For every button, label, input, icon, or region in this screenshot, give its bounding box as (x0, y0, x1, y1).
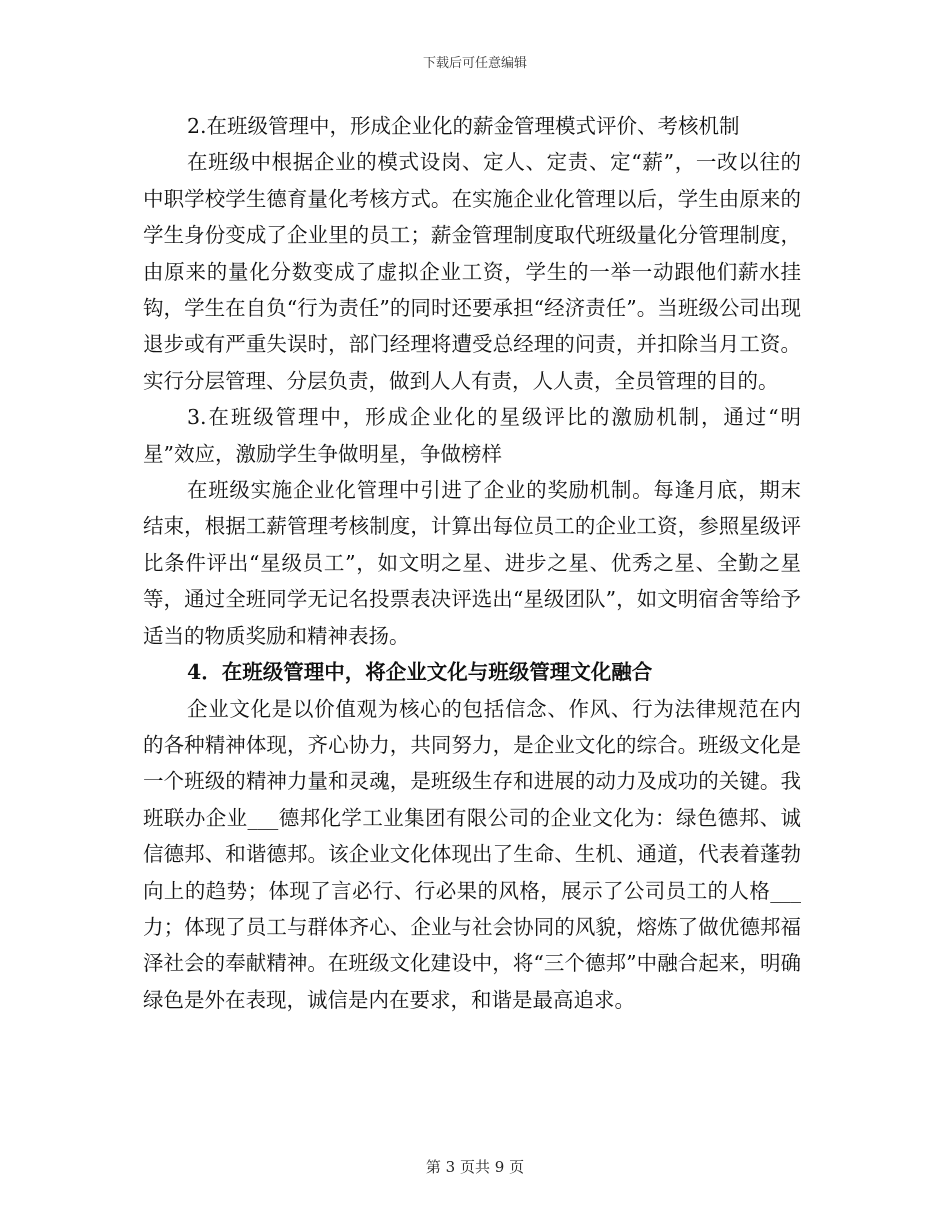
page-header: 下载后可任意编辑 (422, 56, 527, 71)
section-2-paragraph: 在班级中根据企业的模式设岗、定人、定责、定“薪”，一改以往的中职学校学生德育量化考核方式。在实施企业化管理以后，学生由原来的学生身份变成了企业里的员工；薪金管理制度取代班级量化分管理制度，由原来的量化分数变成了虚拟企业工资，学生的一举一动跟他们薪水挂钩，学生在自负“行为责任”的同时还要承担“经济责任”。当班级公司出现退步或有严重失误时，部门经理将遭受总经理的问责，并扣除当月工资。实行分层管理、分层负责，做到人人有责，人人责，全员管理的目的。 (143, 150, 801, 393)
document-body (143, 108, 801, 1018)
section-3-paragraph: 在班级实施企业化管理中引进了企业的奖励机制。每逢月底，期末结束，根据工薪管理考核制度，计算出每位员工的企业工资，参照星级评比条件评出“星级员工”，如文明之星、进步之星、优秀之星、全勤之星等，通过全班同学无记名投票表决评选出“星级团队”，如文明宿舍等给予适当的物质奖励和精神表扬。 (143, 478, 801, 648)
section-4-heading: 4．在班级管理中，将企业文化与班级管理文化融合 (187, 660, 653, 685)
section-2-heading: 2.在班级管理中，形成企业化的薪金管理模式评价、考核机制 (187, 114, 740, 138)
section-4-paragraph: 企业文化是以价值观为核心的包括信念、作风、行为法律规范在内的各种精神体现，齐心协力，共同努力，是企业文化的综合。班级文化是一个班级的精神力量和灵魂，是班级生存和进展的动力及成功的关键。我班联办企业___德邦化学工业集团有限公司的企业文化为：绿色德邦、诚信德邦、和谐德邦。该企业文化体现出了生命、生机、通道，代表着蓬勃向上的趋势；体现了言必行、行必果的风格，展示了公司员工的人格___力；体现了员工与群体齐心、企业与社会协同的风貌，熔炼了做优德邦福泽社会的奉献精神。在班级文化建设中，将“三个德邦”中融合起来，明确绿色是外在表现，诚信是内在要求，和谐是最高追求。 (143, 696, 801, 1012)
page-footer: 第 3 页共 9 页 (425, 1158, 525, 1176)
section-3-heading: 3.在班级管理中，形成企业化的星级评比的激励机制，通过“明星”效应，激励学生争做明星，争做榜样 (143, 405, 801, 466)
